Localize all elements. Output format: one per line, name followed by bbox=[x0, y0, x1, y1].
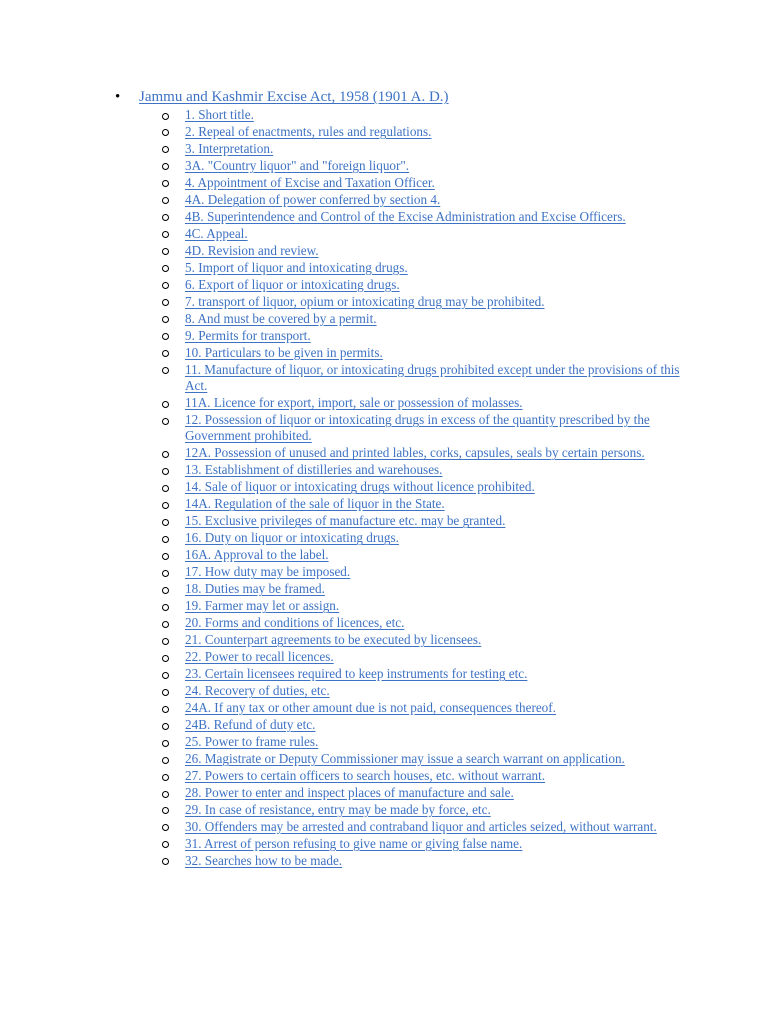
circle-bullet-icon bbox=[162, 333, 169, 340]
circle-bullet-icon bbox=[162, 706, 169, 713]
section-list-item bbox=[185, 581, 685, 597]
circle-bullet-icon bbox=[162, 807, 169, 814]
circle-bullet-icon bbox=[162, 265, 169, 272]
section-list-item bbox=[185, 496, 685, 512]
circle-bullet-icon bbox=[162, 824, 169, 831]
circle-bullet-icon bbox=[162, 451, 169, 458]
section-list-item bbox=[185, 853, 685, 869]
circle-bullet-icon bbox=[162, 485, 169, 492]
act-list-item bbox=[115, 88, 768, 869]
section-link[interactable]: 24B. Refund of duty etc. bbox=[185, 717, 316, 733]
section-list-item bbox=[185, 683, 685, 699]
section-list-item bbox=[185, 564, 685, 580]
section-list-item bbox=[185, 785, 685, 801]
circle-bullet-icon bbox=[162, 146, 169, 153]
section-link[interactable]: 24. Recovery of duties, etc. bbox=[185, 683, 330, 699]
section-link[interactable]: 4A. Delegation of power conferred by section 4. bbox=[185, 191, 441, 207]
section-list-item bbox=[185, 107, 685, 123]
section-link[interactable]: 17. How duty may be imposed. bbox=[185, 564, 351, 580]
section-link[interactable]: 3. Interpretation. bbox=[185, 140, 274, 156]
section-link[interactable]: 9. Permits for transport. bbox=[185, 327, 311, 343]
circle-bullet-icon bbox=[162, 604, 169, 611]
section-link[interactable]: 4C. Appeal. bbox=[185, 225, 248, 241]
section-link[interactable]: 11A. Licence for export, import, sale or possession of molasses. bbox=[185, 395, 523, 411]
circle-bullet-icon bbox=[162, 401, 169, 408]
circle-bullet-icon bbox=[162, 655, 169, 662]
section-list-item bbox=[185, 243, 685, 259]
section-link[interactable]: 32. Searches how to be made. bbox=[185, 852, 343, 868]
circle-bullet-icon bbox=[162, 502, 169, 509]
section-link[interactable]: 1. Short title. bbox=[185, 107, 254, 122]
circle-bullet-icon bbox=[162, 553, 169, 560]
section-list-item bbox=[185, 632, 685, 648]
section-list-item bbox=[185, 819, 685, 835]
circle-bullet-icon bbox=[162, 519, 169, 526]
section-list-item bbox=[185, 530, 685, 546]
section-link[interactable]: 27. Powers to certain officers to search houses, etc. without warrant. bbox=[185, 768, 546, 784]
document-body bbox=[0, 88, 768, 870]
section-link[interactable]: 22. Power to recall licences. bbox=[185, 649, 334, 665]
circle-bullet-icon bbox=[162, 248, 169, 255]
section-link[interactable]: 13. Establishment of distilleries and warehouses. bbox=[185, 462, 443, 478]
section-list bbox=[139, 107, 685, 869]
section-list-item bbox=[185, 768, 685, 784]
section-list-item bbox=[185, 666, 685, 682]
section-link[interactable]: 2. Repeal of enactments, rules and regulations. bbox=[185, 123, 432, 139]
circle-bullet-icon bbox=[162, 672, 169, 679]
section-link[interactable]: 11. Manufacture of liquor, or intoxicating drugs prohibited except under the provisions of this Act. bbox=[185, 361, 680, 394]
section-list-item bbox=[185, 209, 685, 225]
section-link[interactable]: 26. Magistrate or Deputy Commissioner may issue a search warrant on application. bbox=[185, 751, 625, 767]
circle-bullet-icon bbox=[162, 214, 169, 221]
section-list-item bbox=[185, 615, 685, 631]
section-link[interactable]: 4D. Revision and review. bbox=[185, 242, 319, 258]
section-list-item bbox=[185, 717, 685, 733]
circle-bullet-icon bbox=[162, 723, 169, 730]
section-list-item bbox=[185, 462, 685, 478]
section-list-item bbox=[185, 395, 685, 411]
section-list-item bbox=[185, 192, 685, 208]
circle-bullet-icon bbox=[162, 367, 169, 374]
section-list-item bbox=[185, 802, 685, 818]
circle-bullet-icon bbox=[162, 621, 169, 628]
section-link[interactable]: 12A. Possession of unused and printed lables, corks, capsules, seals by certain persons. bbox=[185, 445, 645, 461]
section-list-item bbox=[185, 412, 685, 445]
circle-bullet-icon bbox=[162, 570, 169, 577]
section-list-item bbox=[185, 649, 685, 665]
section-link[interactable]: 16A. Approval to the label. bbox=[185, 547, 329, 563]
section-list-item bbox=[185, 700, 685, 716]
circle-bullet-icon bbox=[162, 757, 169, 764]
section-link[interactable]: 14A. Regulation of the sale of liquor in the State. bbox=[185, 496, 445, 512]
circle-bullet-icon bbox=[162, 418, 169, 425]
section-link[interactable]: 5. Import of liquor and intoxicating drugs. bbox=[185, 259, 408, 275]
section-link[interactable]: 31. Arrest of person refusing to give name or giving false name. bbox=[185, 835, 523, 851]
section-list-item bbox=[185, 311, 685, 327]
section-list-item bbox=[185, 345, 685, 361]
circle-bullet-icon bbox=[162, 468, 169, 475]
section-list-item bbox=[185, 124, 685, 140]
section-link[interactable]: 24A. If any tax or other amount due is not paid, consequences thereof. bbox=[185, 700, 556, 716]
circle-bullet-icon bbox=[162, 299, 169, 306]
section-link[interactable]: 28. Power to enter and inspect places of manufacture and sale. bbox=[185, 785, 514, 800]
section-list-item bbox=[185, 175, 685, 191]
section-list-item bbox=[185, 141, 685, 157]
section-link[interactable]: 18. Duties may be framed. bbox=[185, 581, 325, 597]
circle-bullet-icon bbox=[162, 282, 169, 289]
section-list-item bbox=[185, 547, 685, 563]
section-link[interactable]: 20. Forms and conditions of licences, etc. bbox=[185, 615, 405, 631]
section-link[interactable]: 23. Certain licensees required to keep instruments for testing etc. bbox=[185, 666, 528, 682]
section-list-item bbox=[185, 260, 685, 276]
circle-bullet-icon bbox=[162, 180, 169, 187]
section-link[interactable]: 30. Offenders may be arrested and contraband liquor and articles seized, without warrant. bbox=[185, 818, 657, 834]
section-list-item bbox=[185, 836, 685, 852]
circle-bullet-icon bbox=[162, 316, 169, 323]
section-list-item bbox=[185, 445, 685, 461]
section-list-item bbox=[185, 362, 685, 395]
section-link[interactable]: 15. Exclusive privileges of manufacture etc. may be granted. bbox=[185, 513, 506, 529]
circle-bullet-icon bbox=[162, 197, 169, 204]
section-list-item bbox=[185, 226, 685, 242]
circle-bullet-icon bbox=[162, 587, 169, 594]
section-link[interactable]: 12. Possession of liquor or intoxicating drugs in excess of the quantity prescribed by the Government prohibited. bbox=[185, 412, 650, 444]
section-link[interactable]: 25. Power to frame rules. bbox=[185, 734, 319, 750]
act-title-link[interactable]: Jammu and Kashmir Excise Act, 1958 (1901 A. D.) bbox=[139, 89, 449, 105]
circle-bullet-icon bbox=[162, 350, 169, 357]
section-link[interactable]: 4B. Superintendence and Control of the Excise Administration and Excise Officers. bbox=[185, 208, 626, 224]
section-list-item bbox=[185, 158, 685, 174]
circle-bullet-icon bbox=[162, 689, 169, 696]
section-link[interactable]: 16. Duty on liquor or intoxicating drugs. bbox=[185, 530, 399, 546]
circle-bullet-icon bbox=[162, 740, 169, 747]
section-list-item bbox=[185, 598, 685, 614]
circle-bullet-icon bbox=[162, 536, 169, 543]
section-link[interactable]: 7. transport of liquor, opium or intoxicating drug may be prohibited. bbox=[185, 293, 545, 309]
section-link[interactable]: 29. In case of resistance, entry may be made by force, etc. bbox=[185, 801, 491, 817]
section-list-item bbox=[185, 294, 685, 310]
section-list-item bbox=[185, 479, 685, 495]
section-link[interactable]: 14. Sale of liquor or intoxicating drugs without licence prohibited. bbox=[185, 479, 535, 495]
circle-bullet-icon bbox=[162, 113, 169, 120]
section-link[interactable]: 3A. "Country liquor" and "foreign liquor". bbox=[185, 157, 410, 173]
section-list-item bbox=[185, 277, 685, 293]
section-list-item bbox=[185, 751, 685, 767]
section-list-item bbox=[185, 328, 685, 344]
circle-bullet-icon bbox=[162, 841, 169, 848]
circle-bullet-icon bbox=[162, 774, 169, 781]
circle-bullet-icon bbox=[162, 791, 169, 798]
section-list-item bbox=[185, 734, 685, 750]
bullet-icon: • bbox=[115, 89, 121, 105]
section-link[interactable]: 4. Appointment of Excise and Taxation Officer. bbox=[185, 174, 435, 190]
section-link[interactable]: 10. Particulars to be given in permits. bbox=[185, 344, 383, 360]
circle-bullet-icon bbox=[162, 638, 169, 645]
circle-bullet-icon bbox=[162, 858, 169, 865]
section-link[interactable]: 21. Counterpart agreements to be executed by licensees. bbox=[185, 632, 482, 648]
circle-bullet-icon bbox=[162, 163, 169, 170]
section-link[interactable]: 19. Farmer may let or assign. bbox=[185, 598, 340, 614]
section-list-item bbox=[185, 513, 685, 529]
circle-bullet-icon bbox=[162, 231, 169, 238]
section-link[interactable]: 6. Export of liquor or intoxicating drugs. bbox=[185, 276, 400, 292]
section-link[interactable]: 8. And must be covered by a permit. bbox=[185, 310, 377, 326]
circle-bullet-icon bbox=[162, 129, 169, 136]
